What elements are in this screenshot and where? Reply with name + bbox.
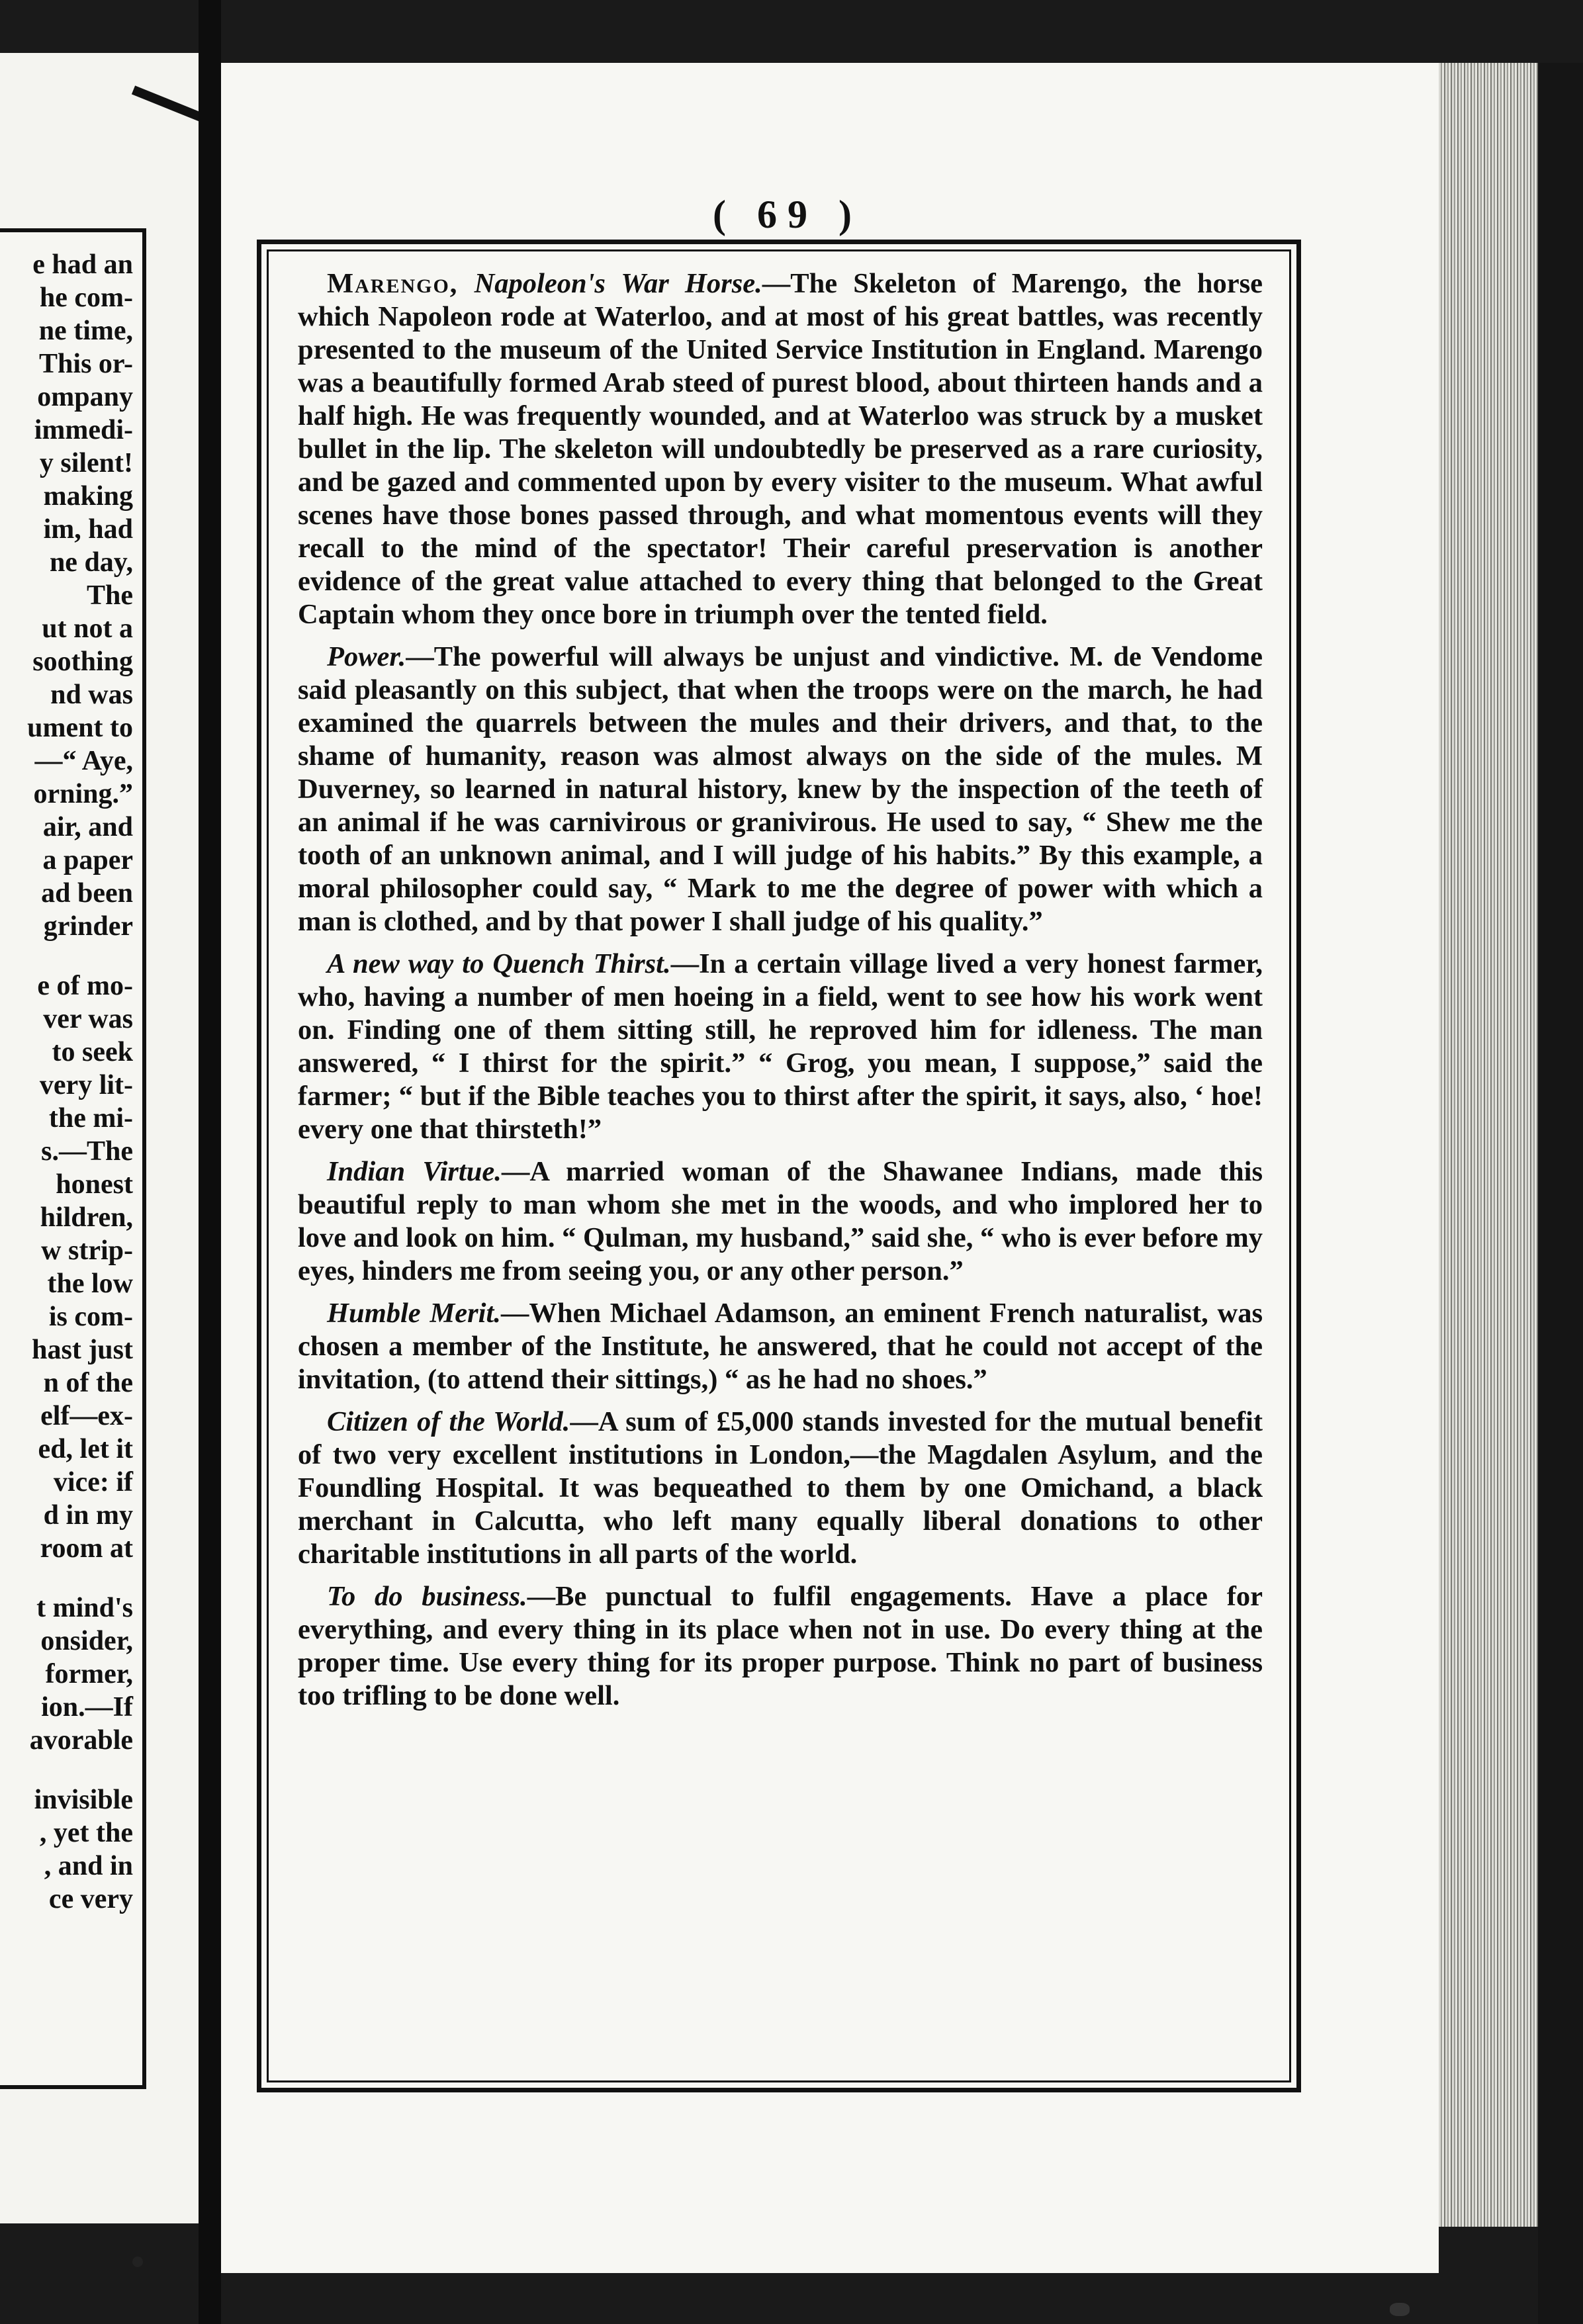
left-page-line: im, had — [43, 514, 133, 545]
article-quench-thirst — [298, 948, 1263, 1146]
article-body: —The Skeleton of Marengo, the horse which Napoleon rode at Waterloo, and at most of his great battles, was recently presented to the museum of the United Service Institution in England. Marengo was a beautifully formed Arab steed of purest blood, about thirteen hands and a half high. He was frequently wounded, and at Waterloo was struck by a musket bullet in the lip. The skeleton will undoubtedly be preserved as a rare curiosity, and be gazed and commented upon by every visiter to the museum. What awful scenes have those bones passed through, and what momentous events will they recall to the mind of the spectator! Their careful preservation is another evidence of the great value attached to every thing that belonged to the Great Captain whom they once bore in triumph over the tented field. — [298, 268, 1263, 630]
left-page-line: ce very — [48, 1884, 133, 1914]
left-page-line: ver was — [43, 1004, 133, 1034]
left-page-line: nd was — [50, 680, 133, 710]
article-power — [298, 641, 1263, 938]
page-edges — [1439, 63, 1538, 2227]
left-page-line: ne day, — [49, 547, 133, 578]
left-page-line: hast just — [32, 1335, 133, 1365]
left-page-line: the mi- — [48, 1103, 133, 1134]
left-page-line: immedi- — [34, 415, 133, 445]
article-body: —A married woman of the Shawanee Indians, made this beautiful reply to man whom she met in the woods, and who implored her to love and look on him. “ Qulman, my husband,” said she, “ who is ever before my eyes, hinders me from seeing you, or any other person.” — [298, 1156, 1263, 1286]
left-page-line: onsider, — [40, 1626, 133, 1656]
left-page-line: honest — [56, 1169, 133, 1200]
article-subhead: Napoleon's War Horse. — [474, 268, 762, 299]
left-page-line: w strip- — [41, 1235, 133, 1266]
left-page-line: former, — [45, 1659, 133, 1689]
left-page-line: room at — [40, 1533, 133, 1564]
left-page-line: The — [86, 580, 133, 611]
left-page-line: ument to — [27, 713, 133, 743]
left-page-line: orning.” — [33, 779, 133, 809]
left-page-line: elf—ex- — [40, 1401, 133, 1431]
left-page-line: s.—The — [41, 1136, 133, 1167]
article-marengo — [298, 267, 1263, 631]
speck — [1390, 2303, 1410, 2316]
article-head: Power. — [327, 641, 406, 672]
left-page-line: , and in — [44, 1851, 133, 1881]
page-edge-shadow — [1538, 63, 1583, 2324]
left-page-line: t mind's — [36, 1593, 133, 1623]
left-page-line: ut not a — [42, 613, 133, 644]
article-humble-merit — [298, 1297, 1263, 1396]
left-page-line: is com- — [48, 1302, 133, 1332]
left-page-line: invisible — [34, 1785, 133, 1815]
article-head: Indian Virtue. — [327, 1156, 502, 1187]
left-page-line: very lit- — [39, 1070, 133, 1100]
article-head: Marengo, — [327, 268, 459, 299]
left-page-line: ad been — [41, 878, 133, 909]
left-page-line: ne time, — [38, 316, 133, 346]
left-page-line: This or- — [39, 349, 133, 379]
text-frame-inner — [267, 249, 1291, 2082]
article-head: To do business. — [327, 1581, 527, 1612]
left-page-line: —“ Aye, — [34, 746, 133, 776]
article-head: Citizen of the World. — [327, 1406, 570, 1437]
left-page-text-column — [0, 228, 146, 2089]
left-page-line: hildren, — [40, 1202, 133, 1233]
left-page-line: y silent! — [39, 448, 133, 478]
article-indian-virtue — [298, 1155, 1263, 1288]
left-page-line: , yet the — [39, 1818, 133, 1848]
left-page-line: grinder — [43, 911, 133, 942]
article-head: A new way to Quench Thirst. — [327, 948, 671, 979]
text-frame — [257, 240, 1301, 2092]
article-to-do-business — [298, 1580, 1263, 1713]
article-citizen-of-the-world — [298, 1406, 1263, 1571]
left-page-line: making — [43, 481, 133, 512]
left-page-line: the low — [47, 1269, 133, 1299]
left-page-line: to seek — [52, 1037, 133, 1067]
left-page-line: avorable — [29, 1725, 133, 1756]
article-head: Humble Merit. — [327, 1298, 501, 1329]
page-number: ( 69 ) — [713, 193, 862, 236]
left-page-line: soothing — [32, 647, 133, 677]
left-page-line: vice: if — [53, 1467, 133, 1497]
left-page-line: n of the — [43, 1368, 133, 1398]
left-page-line: ed, let it — [38, 1434, 133, 1464]
left-page-line: e of mo- — [37, 971, 133, 1001]
article-body: —A sum of £5,000 stands invested for the mutual benefit of two very excellent institutions in London,—the Magdalen Asylum, and the Foundling Hospital. It was bequeathed to them by one Omichand, a black merchant in Calcutta, who left many equally liberal donations to other charitable institutions in all parts of the world. — [298, 1406, 1263, 1570]
left-page-line: he com- — [39, 283, 133, 313]
speck — [132, 2257, 143, 2267]
left-page-line: a paper — [42, 845, 133, 875]
article-body: —When Michael Adamson, an eminent French naturalist, was chosen a member of the Institute, he answered, that he could not accept of the invitation, (to attend their sittings,) “ as he had no shoes.” — [298, 1298, 1263, 1395]
book-gutter — [199, 0, 221, 2324]
article-body: —In a certain village lived a very honest farmer, who, having a number of men hoeing in a field, went to see how his work went on. Finding one of them sitting still, he reproved him for idleness. The man answered, “ I thirst for the spirit.” “ Grog, you mean, I suppose,” said the farmer; “ but if the Bible teaches you to thirst after the spirit, it says, also, ‘ hoe! every one that thirsteth!” — [298, 948, 1263, 1145]
left-page-line: e had an — [32, 249, 133, 280]
left-page-line: ion.—If — [41, 1692, 133, 1722]
left-page-line: air, and — [42, 812, 133, 842]
left-page-line: ompany — [37, 382, 133, 412]
left-page-line: d in my — [43, 1500, 133, 1531]
article-body: —The powerful will always be unjust and vindictive. M. de Vendome said pleasantly on this subject, that when the troops were on the march, he had examined the quarrels between the mules and their drivers, and that, to the shame of humanity, reason was almost always on the side of the mules. M Duverney, so learned in natural history, knew by the inspection of the teeth of an animal if he was carnivirous or granivirous. He used to say, “ Shew me the tooth of an unknown animal, and I will judge of his habits.” By this example, a moral philosopher could say, “ Mark to me the degree of power with which a man is clothed, and by that power I shall judge of his quality.” — [298, 641, 1263, 937]
article-body: —Be punctual to fulfil engagements. Have a place for everything, and every thing in its place when not in use. Do every thing at the proper time. Use every thing for its proper purpose. Think no part of business too trifling to be done well. — [298, 1581, 1263, 1711]
